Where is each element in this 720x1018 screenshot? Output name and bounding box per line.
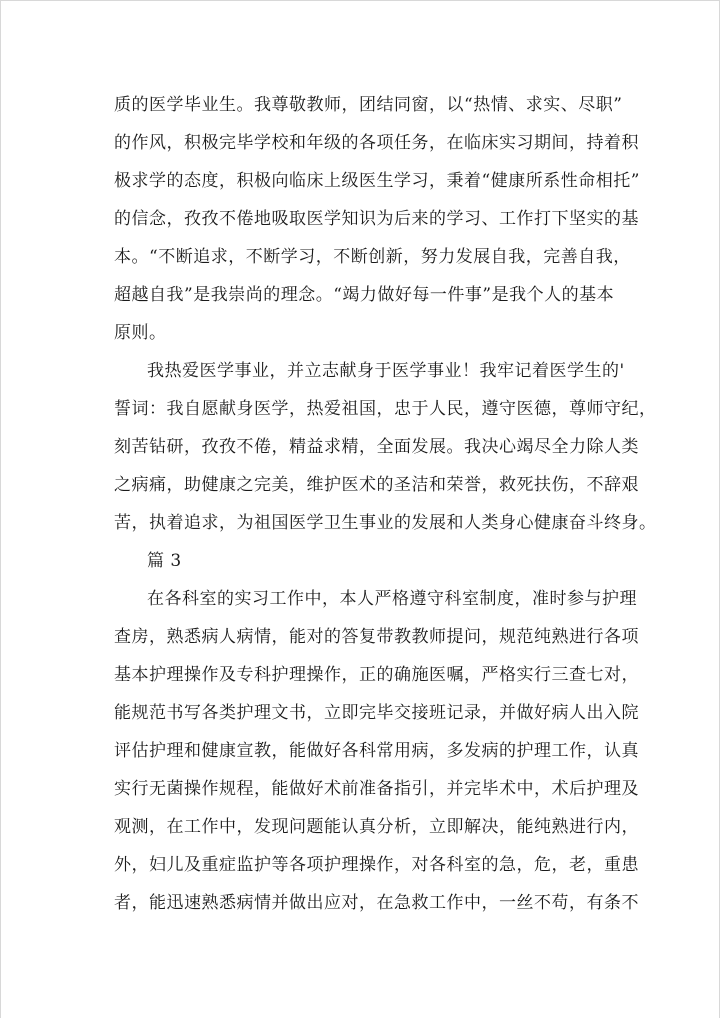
text-line: 的作风，积极完毕学校和年级的各项任务，在临床实习期间，持着积 [114, 133, 639, 153]
text-line: 在各科室的实习工作中，本人严格遵守科室制度，准时参与护理 [147, 589, 637, 609]
text-line: 刻苦钻研，孜孜不倦，精益求精，全面发展。我决心竭尽全力除人类 [114, 437, 639, 457]
text-line: 誓词：我自愿献身医学，热爱祖国，忠于人民，遵守医德，尊师守纪， [114, 399, 657, 419]
text-line: 本。“不断追求，不断学习，不断创新，努力发展自我，完善自我， [114, 247, 631, 267]
text-line: 评估护理和健康宣教，能做好各科常用病，多发病的护理工作，认真 [114, 741, 639, 761]
text-line: 外，妇儿及重症监护等各项护理操作，对各科室的急，危，老，重患 [114, 855, 639, 875]
text-line: 原则。 [114, 323, 167, 343]
text-line: 质的医学毕业生。我尊敬教师，团结同窗，以“热情、求实、尽职” [114, 95, 623, 115]
text-line: 观测，在工作中，发现问题能认真分析，立即解决，能纯熟进行内， [114, 817, 639, 837]
text-line: 超越自我”是我崇尚的理念。“竭力做好每一件事”是我个人的基本 [114, 285, 615, 305]
text-line: 实行无菌操作规程，能做好术前准备指引，并完毕术中，术后护理及 [114, 779, 639, 799]
section-heading: 篇 3 [147, 551, 182, 571]
text-line: 我热爱医学事业，并立志献身于医学事业！我牢记着医学生的' [147, 361, 625, 381]
text-line: 极求学的态度，积极向临床上级医生学习，秉着“健康所系性命相托” [114, 171, 640, 191]
text-line: 查房，熟悉病人病情，能对的答复带教教师提问，规范纯熟进行各项 [114, 627, 639, 647]
text-line: 基本护理操作及专科护理操作，正的确施医嘱，严格实行三查七对， [114, 665, 639, 685]
text-line: 的信念，孜孜不倦地吸取医学知识为后来的学习、工作打下坚实的基 [114, 209, 639, 229]
text-line: 之病痛，助健康之完美，维护医术的圣洁和荣誉，救死扶伤，不辞艰 [114, 475, 639, 495]
text-line: 者，能迅速熟悉病情并做出应对，在急救工作中，一丝不苟，有条不 [114, 893, 639, 913]
text-line: 苦，执着追求，为祖国医学卫生事业的发展和人类身心健康奋斗终身。 [114, 513, 657, 533]
text-line: 能规范书写各类护理文书，立即完毕交接班记录，并做好病人出入院 [114, 703, 639, 723]
